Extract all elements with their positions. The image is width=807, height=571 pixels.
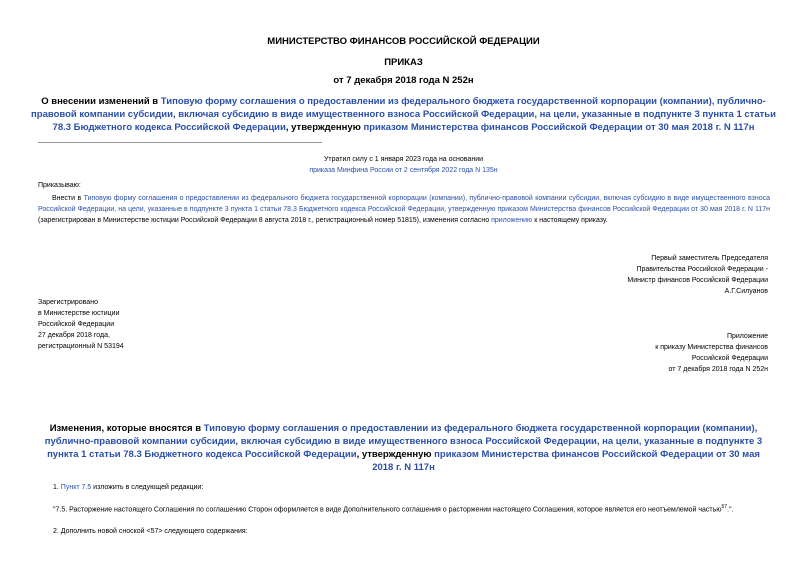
appendix-line: Российской Федерации (691, 355, 768, 362)
change-item-1-quote (53, 504, 733, 513)
changes-title (36, 422, 771, 474)
footnote-ref: 57 (721, 504, 728, 510)
lost-force-link[interactable]: приказа Минфина России от 2 сентября 2022 года N 135н (309, 167, 498, 174)
registration-line: Российской Федерации (38, 321, 115, 328)
body-text-middle: (зарегистрирован в Министерстве юстиции Российской Федерации 8 августа 2018 г., регистрационный номер 51815), изменения согласно (38, 217, 492, 224)
appendix-line: от 7 декабря 2018 года N 252н (668, 366, 768, 373)
document-type-heading: ПРИКАЗ (384, 57, 423, 68)
changes-link-typical-form[interactable]: Типовую форму соглашения о предоставлении из федерального бюджета государственной корпорации (компании), публично-правовой компании субсидии, включая субсидию в виде имущественного взноса Российской Федерации, на цели, указанные в подпункте 3 пункта 1 статьи 78.3 Бюджетного кодекса Российской Федерации (44, 423, 763, 460)
ministry-heading: МИНИСТЕРСТВО ФИНАНСОВ РОССИЙСКОЙ ФЕДЕРАЦИИ (267, 36, 540, 47)
changes-link-order-117n[interactable]: приказом Министерства финансов Российской Федерации от 30 мая 2018 г. N 117н (372, 449, 760, 473)
change-item-1 (53, 484, 203, 491)
appendix-line: к приказу Министерства финансов (655, 344, 768, 351)
changes-title-text: Изменения, которые вносятся в (49, 423, 204, 434)
title-link-order-117n[interactable]: приказом Министерства финансов Российской Федерации от 30 мая 2018 г. N 117н (363, 122, 755, 133)
registration-line: в Министерстве юстиции (38, 310, 120, 317)
body-text-start: Внести в (52, 195, 84, 202)
signature-line: Министр финансов Российской Федерации (627, 277, 768, 284)
body-link-appendix[interactable]: приложению (491, 217, 533, 224)
signature-line: Первый заместитель Председателя (651, 255, 768, 262)
quote-text: "7.5. Расторжение настоящего Соглашения по соглашению Сторон оформляется в виде Дополнительного соглашения о расторжении настоящего Соглашения, которое является его неотъемлемой частью (53, 506, 722, 514)
registration-block (38, 297, 238, 352)
appendix-block (560, 331, 768, 375)
registration-line: Зарегистрировано (38, 299, 98, 306)
registration-line: 27 декабря 2018 года, (38, 332, 110, 339)
document-date-number: от 7 декабря 2018 года N 252н (333, 75, 474, 86)
registration-line: регистрационный N 53194 (38, 343, 124, 350)
title-link-typical-form[interactable]: Типовую форму соглашения о предоставлении из федерального бюджета государственной корпорации (компании), публично-правовой компании субсидии, включая субсидию в виде имущественного взноса Российской Федерации, на цели, указанные в подпункте 3 пункта 1 статьи 78.3 Бюджетного кодекса Российской Федерации (31, 96, 776, 133)
document-title (30, 95, 777, 134)
title-text-2: , утвержденную (285, 122, 364, 133)
quote-tail: .". (727, 506, 734, 514)
changes-title-text-2: , утвержденную (356, 449, 435, 460)
title-text: О внесении изменений в (41, 96, 161, 107)
body-paragraph (38, 193, 770, 226)
appendix-line: Приложение (726, 333, 768, 340)
signature-name: А.Г.Силуанов (724, 288, 768, 295)
divider (38, 142, 322, 143)
item1-text: изложить в следующей редакции: (91, 484, 204, 491)
change-item-2: 2. Дополнить новой сноской <57> следующего содержания: (53, 528, 248, 535)
item-number: 1. (53, 484, 61, 491)
signature-block (560, 253, 768, 297)
body-text-end: к настоящему приказу. (532, 217, 608, 224)
body-link-typical-form[interactable]: Типовую форму соглашения о предоставлении из федерального бюджета государственной корпорации (компании), публично-правовой компании субсидии, включая субсидию в виде имущественного взноса Российской Федерации, на цели, указанные в подпункте 3 пункта 1 статьи 78.3 Бюджетного кодекса Российской Федерации, утвержденную приказом Министерства финансов Российской Федерации от 30 мая 2018 г. N 117н (38, 195, 770, 213)
item1-link-point-7-5[interactable]: Пункт 7.5 (60, 484, 92, 491)
lost-force-note (0, 154, 807, 176)
prikazyvayu-label: Приказываю: (38, 182, 81, 189)
signature-line: Правительства Российской Федерации - (636, 266, 768, 273)
lost-force-text: Утратил силу с 1 января 2023 года на основании (323, 156, 484, 163)
